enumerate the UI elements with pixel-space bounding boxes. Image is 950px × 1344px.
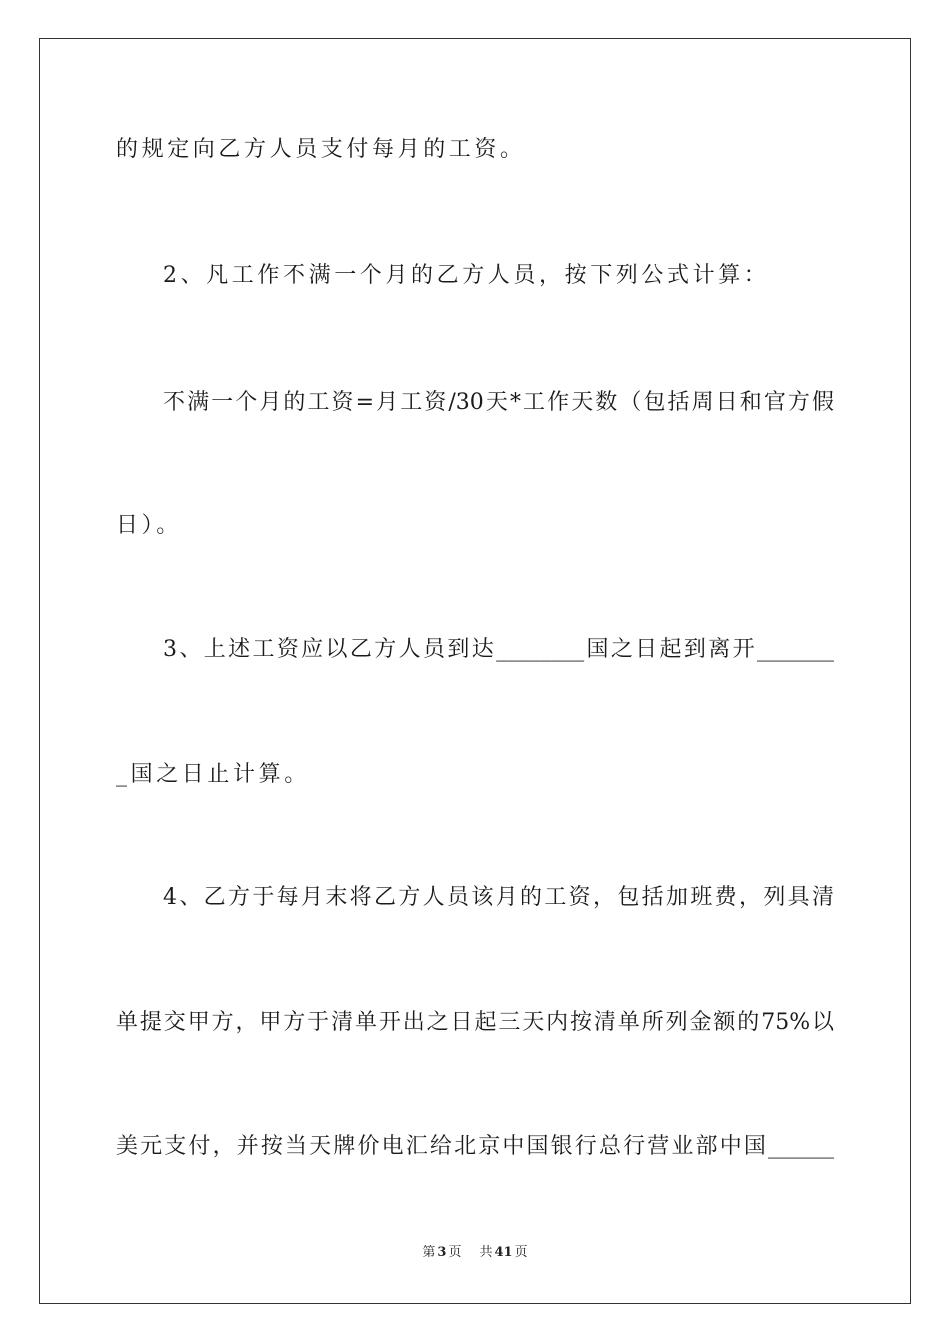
footer-total-pages: 41 xyxy=(494,1245,513,1260)
footer-total-suffix: 页 xyxy=(514,1245,528,1260)
body-text-line: 单提交甲方，甲方于清单开出之日起三天内按清单所列金额的75%以 xyxy=(116,1010,834,1035)
page-border xyxy=(39,38,911,1304)
body-text-line: 美元支付，并按当天牌价电汇给北京中国银行总行营业部中国______ xyxy=(116,1134,834,1159)
body-text-line: 的规定向乙方人员支付每月的工资。 xyxy=(116,137,526,162)
body-text-line: 2、凡工作不满一个月的乙方人员，按下列公式计算： xyxy=(163,263,770,288)
body-text-line: 不满一个月的工资=月工资/30天*工作天数（包括周日和官方假 xyxy=(163,390,834,415)
page-footer xyxy=(0,1244,950,1262)
footer-page-prefix: 第 xyxy=(422,1245,436,1260)
footer-total-prefix: 共 xyxy=(479,1245,493,1260)
body-text-line: 日）。 xyxy=(116,513,182,538)
footer-page-number: 3 xyxy=(437,1245,447,1260)
body-text-line: 4、乙方于每月末将乙方人员该月的工资，包括加班费，列具清 xyxy=(163,885,834,910)
body-text-line: 3、上述工资应以乙方人员到达________国之日起到离开_______ xyxy=(163,637,834,662)
footer-page-suffix: 页 xyxy=(448,1245,462,1260)
body-text-line: _国之日止计算。 xyxy=(116,762,310,787)
